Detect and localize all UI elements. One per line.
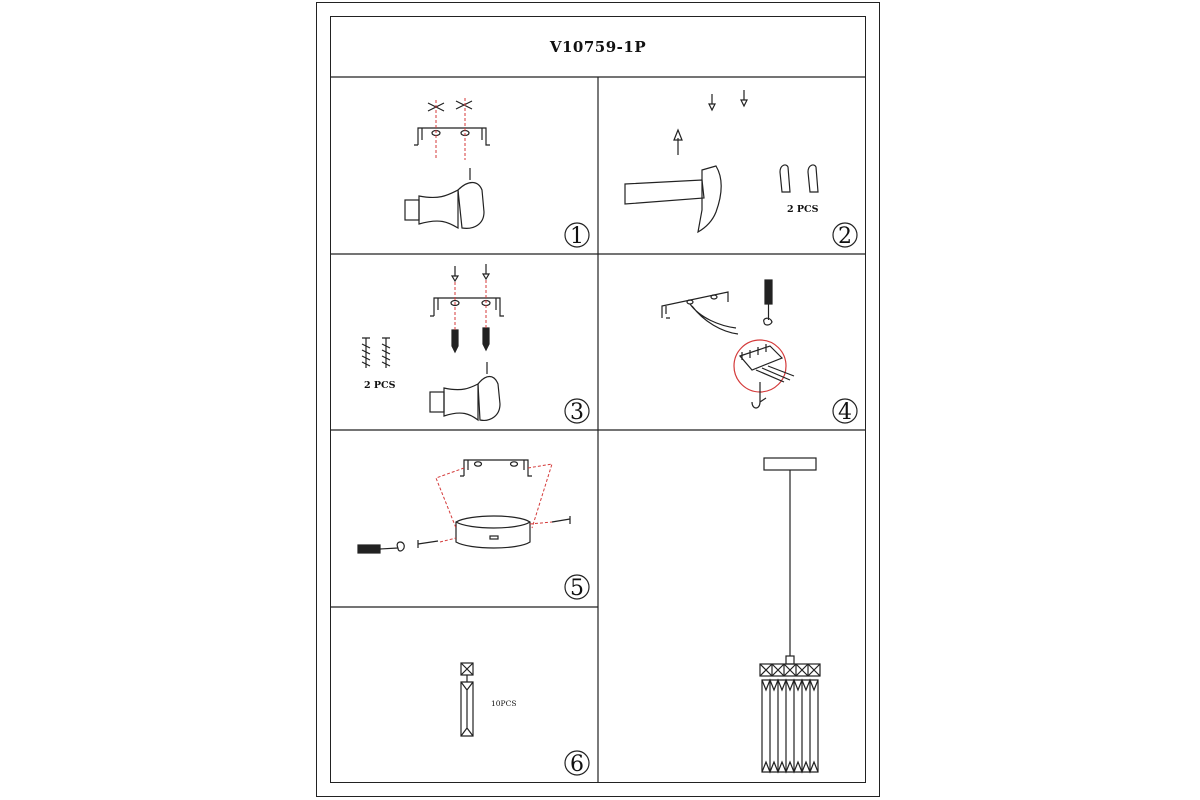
step-4-illustration <box>662 280 794 408</box>
step-1-number: 1 <box>570 224 584 249</box>
step-5-illustration <box>358 460 570 553</box>
step-6-illustration <box>461 663 473 736</box>
step-4-number: 4 <box>838 400 852 425</box>
step-3-quantity-label: 2 PCS <box>364 380 396 391</box>
step-5-badge <box>565 575 589 601</box>
step-2-badge <box>833 223 857 249</box>
step-1-badge <box>565 223 589 249</box>
step-3-badge <box>565 399 589 425</box>
step-4-badge <box>833 399 857 425</box>
step-6-badge <box>565 751 589 777</box>
step-5-number: 5 <box>570 576 584 601</box>
step-3-illustration <box>362 264 504 420</box>
model-code-title: V10759-1P <box>549 37 647 56</box>
step-1-illustration <box>405 101 490 228</box>
pendant-final-illustration <box>760 458 820 772</box>
step-5-guides <box>436 464 552 542</box>
step-6-number: 6 <box>570 752 584 777</box>
step-3-guides <box>455 280 486 330</box>
step-2-number: 2 <box>838 224 852 249</box>
grid-lines <box>330 77 866 783</box>
step-3-number: 3 <box>570 400 584 425</box>
step-6-quantity-label: 10PCS <box>491 699 517 708</box>
step-2-quantity-label: 2 PCS <box>787 204 819 215</box>
